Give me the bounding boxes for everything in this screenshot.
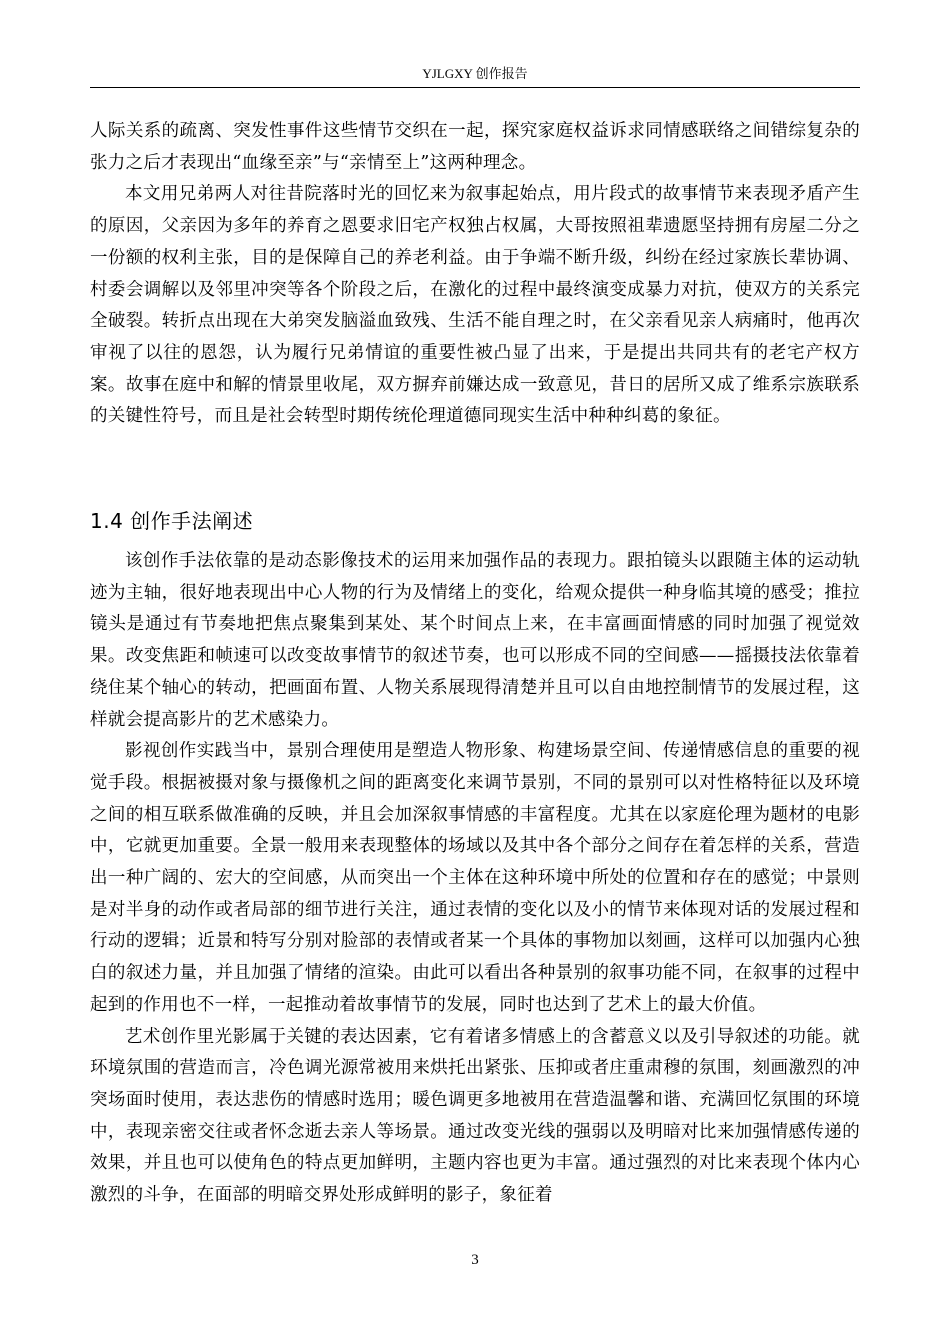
section-heading: 1.4 创作手法阐述 bbox=[90, 509, 254, 533]
paragraph: 本文用兄弟两人对往昔院落时光的回忆来为叙事起始点，用片段式的故事情节来表现矛盾产生的原因，父亲因为多年的养育之恩要求旧宅产权独占权属，大哥按照祖辈遗愿坚持拥有房屋二分之一份额的权利主张，目的是保障自己的养老利益。由于争端不断升级，纠纷在经过家族长辈协调、村委会调解以及邻里冲突等各个阶段之后，在激化的过程中最终演变成暴力对抗，使双方的关系完全破裂。转折点出现在大弟突发脑溢血致残、生活不能自理之时，在父亲看见亲人病痛时，他再次审视了以往的恩怨，认为履行兄弟情谊的重要性被凸显了出来，于是提出共同共有的老宅产权方案。故事在庭中和解的情景里收尾，双方摒弃前嫌达成一致意见，昔日的居所又成了维系宗族联系的关键性符号，而且是社会转型时期传统伦理道德同现实生活中种种纠葛的象征。 bbox=[90, 184, 860, 427]
section-text-block bbox=[90, 546, 860, 1212]
paragraph: 该创作手法依靠的是动态影像技术的运用来加强作品的表现力。跟拍镜头以跟随主体的运动轨迹为主轴，很好地表现出中心人物的行为及情绪上的变化，给观众提供一种身临其境的感受；推拉镜头是通过有节奏地把焦点聚集到某处、某个时间点上来，在丰富画面情感的同时加强了视觉效果。改变焦距和帧速可以改变故事情节的叙述节奏，也可以形成不同的空间感——摇摄技法依靠着绕住某个轴心的转动，把画面布置、人物关系展现得清楚并且可以自由地控制情节的发展过程，这样就会提高影片的艺术感染力。 bbox=[90, 551, 860, 730]
page-header: YJLGXY 创作报告 bbox=[422, 66, 528, 81]
paragraph: 人际关系的疏离、突发性事件这些情节交织在一起，探究家庭权益诉求同情感联络之间错综复杂的张力之后才表现出“血缘至亲”与“亲情至上”这两种理念。 bbox=[90, 121, 860, 173]
paragraph: 艺术创作里光影属于关键的表达因素，它有着诸多情感上的含蓄意义以及引导叙述的功能。就环境氛围的营造而言，冷色调光源常被用来烘托出紧张、压抑或者庄重肃穆的氛围，刻画激烈的冲突场面时使用，表达悲伤的情感时选用；暖色调更多地被用在营造温馨和谐、充满回忆氛围的环境中，表现亲密交往或者怀念逝去亲人等场景。通过改变光线的强弱以及明暗对比来加强情感传递的效果，并且也可以使角色的特点更加鲜明，主题内容也更为丰富。通过强烈的对比来表现个体内心激烈的斗争，在面部的明暗交界处形成鲜明的影子，象征着 bbox=[90, 1026, 860, 1206]
header-divider bbox=[90, 87, 860, 88]
page-number: 3 bbox=[471, 1252, 479, 1268]
intro-text-block bbox=[90, 116, 860, 433]
paragraph: 影视创作实践当中，景别合理使用是塑造人物形象、构建场景空间、传递情感信息的重要的视觉手段。根据被摄对象与摄像机之间的距离变化来调节景别，不同的景别可以对性格特征以及环境之间的相互联系做准确的反映，并且会加深叙事情感的丰富程度。尤其在以家庭伦理为题材的电影中，它就更加重要。全景一般用来表现整体的场域以及其中各个部分之间存在着怎样的关系，营造出一种广阔的、宏大的空间感，从而突出一个主体在这种环境中所处的位置和存在的感觉；中景则是对半身的动作或者局部的细节进行关注，通过表情的变化以及小的情节来体现对话的发展过程和行动的逻辑；近景和特写分别对脸部的表情或者某一个具体的事物加以刻画，这样可以加强内心独白的叙述力量，并且加强了情绪的渲染。由此可以看出各种景别的叙事功能不同，在叙事的过程中起到的作用也不一样，一起推动着故事情节的发展，同时也达到了艺术上的最大价值。 bbox=[90, 741, 860, 1015]
